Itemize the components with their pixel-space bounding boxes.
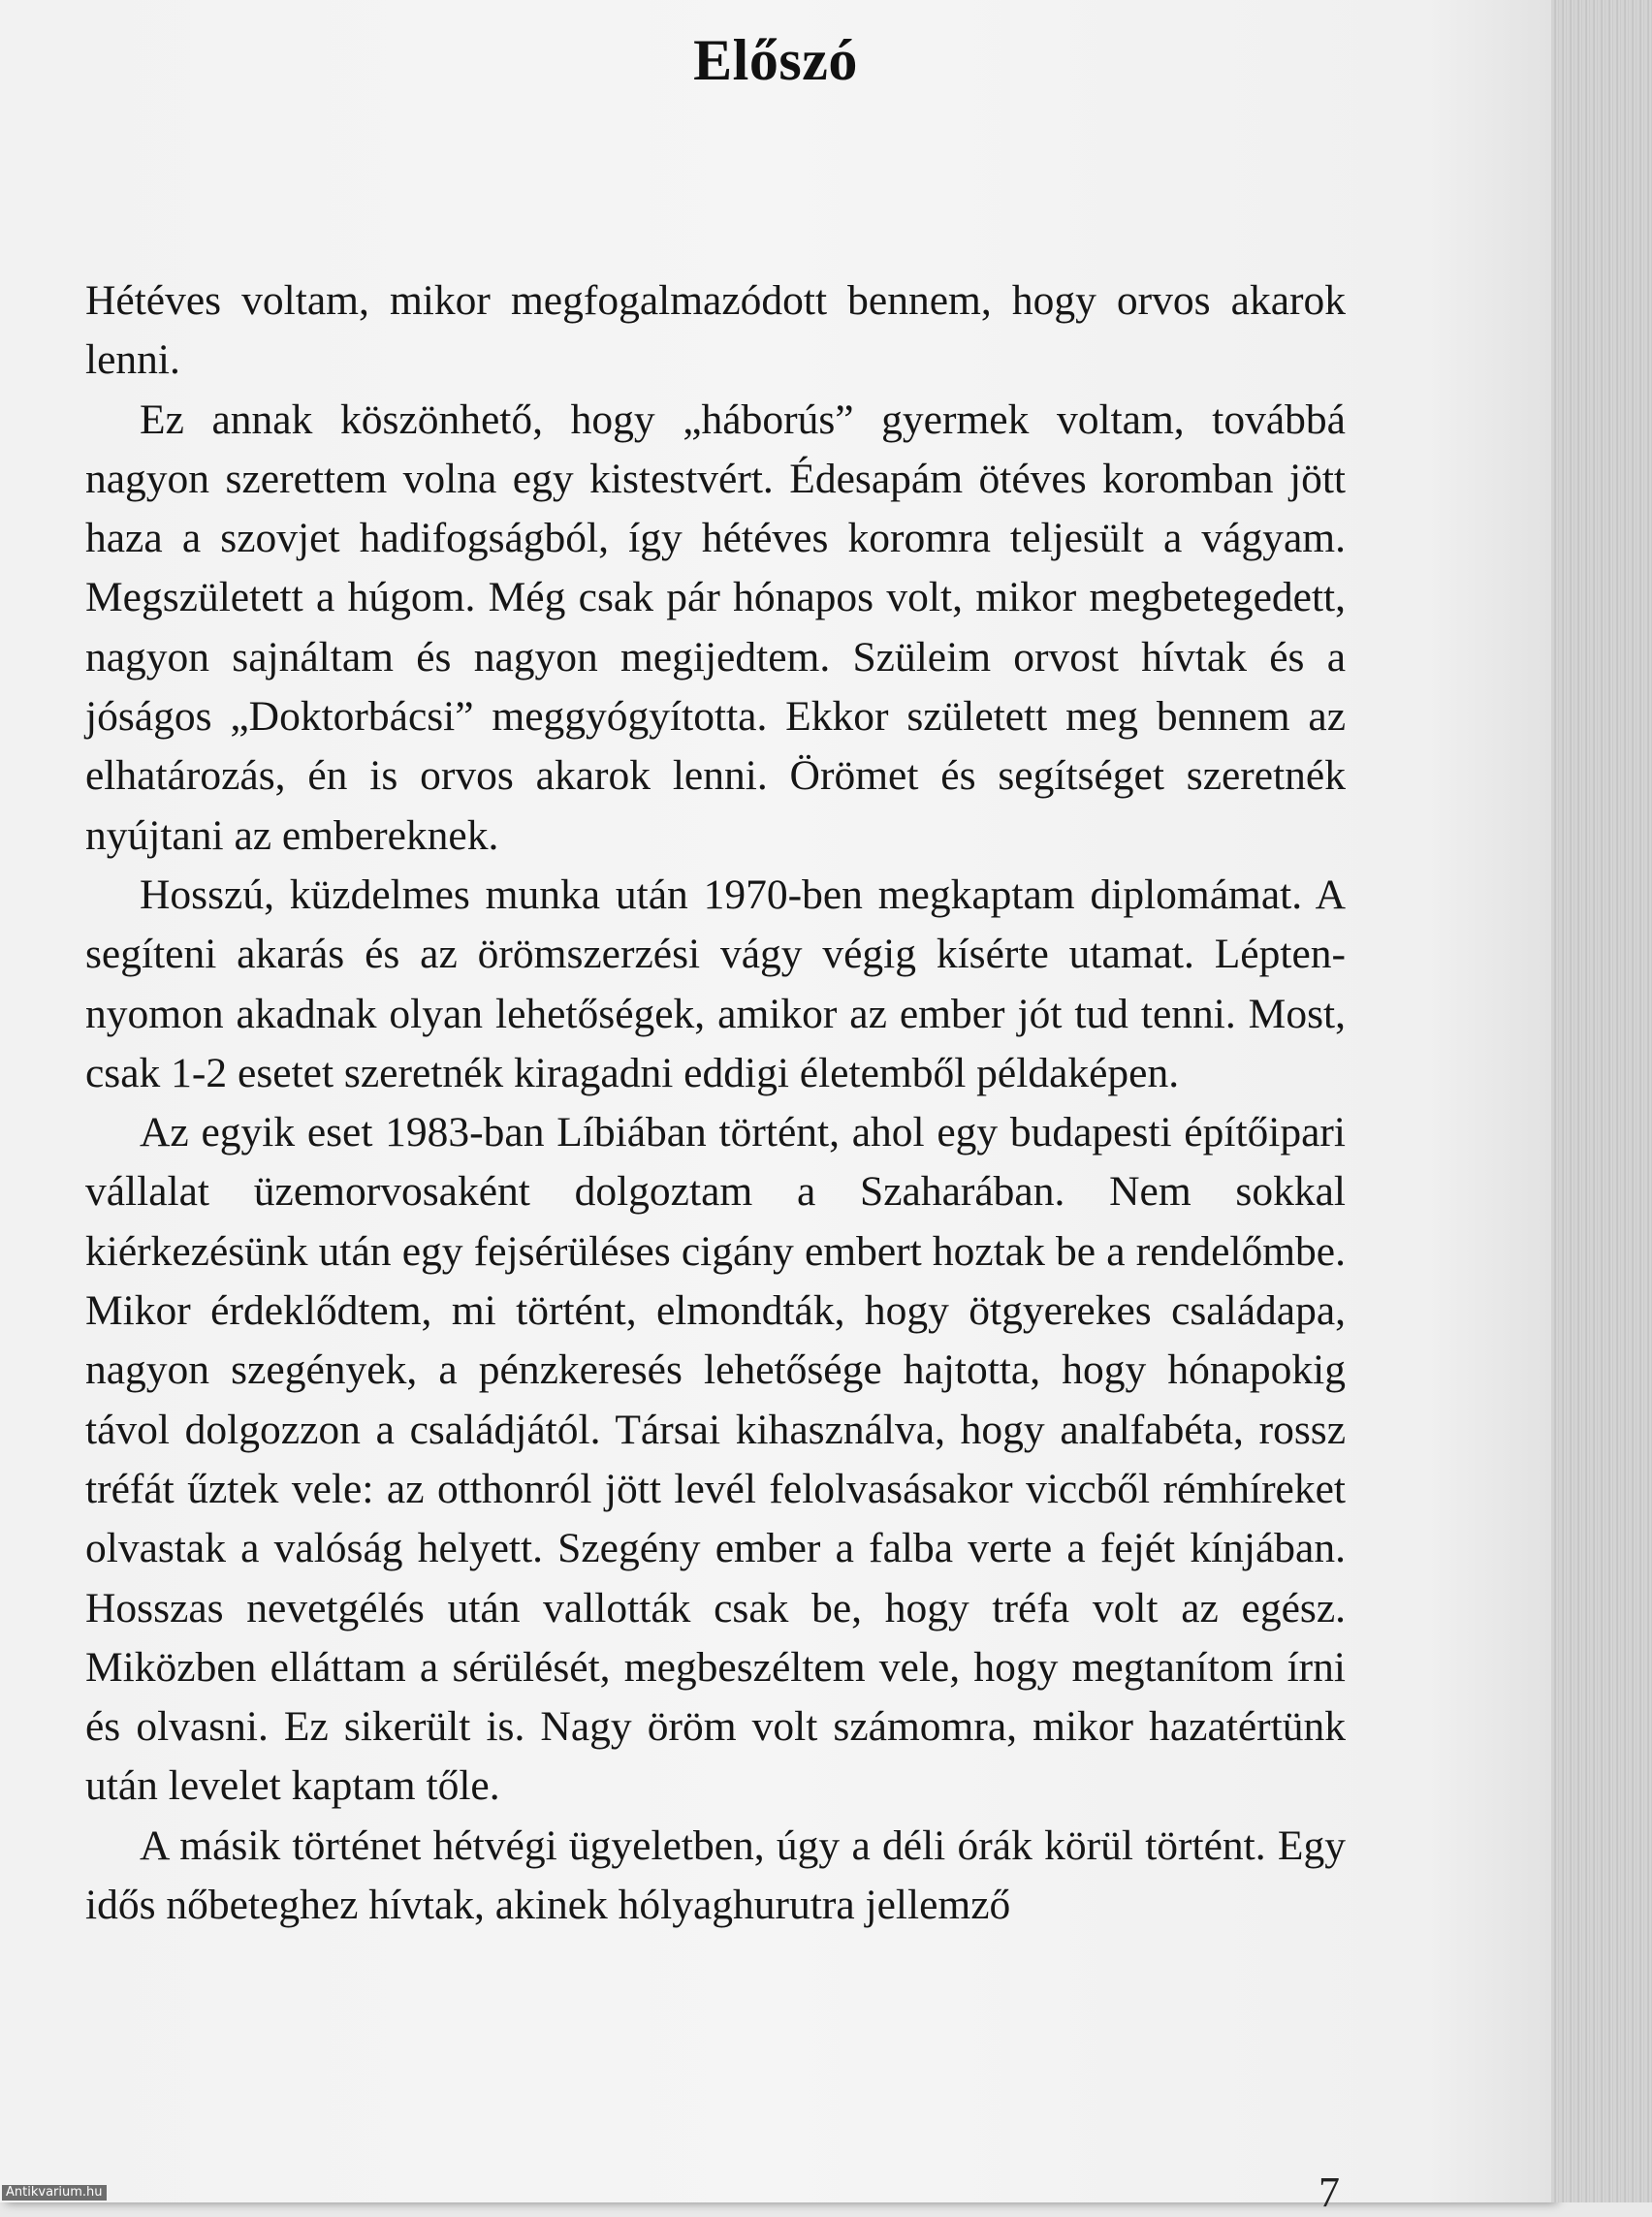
watermark: Antikvarium.hu: [2, 2185, 107, 2201]
paragraph: Az egyik eset 1983-ban Líbiában történt, ahol egy budapesti építőipari vállalat üzemorvosaként dolgoztam a Szaharában. Nem sokkal kiérkezésünk után egy fejsérüléses cigány embert hoztak be a rendelőmbe. Mikor érdeklődtem, mi történt, elmondták, hogy ötgyerekes családapa, nagyon szegények, a pénzkeresés lehetősége hajtotta, hogy hónapokig távol dolgozzon a családjától. Társai kihasználva, hogy analfabéta, rossz tréfát űztek vele: az otthonról jött levél felolvasásakor viccből rémhíreket olvastak a valóság helyett. Szegény ember a falba verte a fejét kínjában. Hosszas nevetgélés után vallották csak be, hogy tréfa volt az egész. Miközben elláttam a sérülését, megbeszéltem vele, hogy megtanítom írni és olvasni. Ez sikerült is. Nagy öröm volt számomra, mikor hazatértünk után levelet kaptam tőle.: [85, 1109, 1346, 1810]
paragraph: Hétéves voltam, mikor megfogalmazódott bennem, hogy orvos akarok lenni.: [85, 277, 1346, 384]
page-number: 7: [1318, 2169, 1340, 2216]
chapter-title: Előszó: [693, 28, 858, 92]
paragraph: A másik történet hétvégi ügyeletben, úgy a déli órák körül történt. Egy idős nőbeteghez hívtak, akinek hólyaghurutra jellemző: [85, 1821, 1346, 1929]
body-text: [85, 271, 1346, 1935]
paragraph: Hosszú, küzdelmes munka után 1970-ben megkaptam diplomámat. A segíteni akarás és az örömszerzési vágy végig kísérte utamat. Lépten-nyomon akadnak olyan lehetőségek, amikor az ember jót tud tenni. Most, csak 1-2 esetet szeretnék kiragadni eddigi életemből példaképen.: [85, 871, 1346, 1096]
paragraph: Ez annak köszönhető, hogy „háborús” gyermek voltam, továbbá nagyon szerettem volna egy kistestvért. Édesapám ötéves koromban jött haza a szovjet hadifogságból, így hétéves koromra teljesült a vágyam. Megszületett a húgom. Még csak pár hónapos volt, mikor megbetegedett, nagyon sajnáltam és nagyon megijedtem. Szüleim orvost hívtak és a jóságos „Doktorbácsi” meggyógyította. Ekkor született meg bennem az elhatározás, én is orvos akarok lenni. Örömet és segítséget szeretnék nyújtani az embereknek.: [85, 396, 1346, 859]
page-stack-edge: [1551, 0, 1652, 2202]
